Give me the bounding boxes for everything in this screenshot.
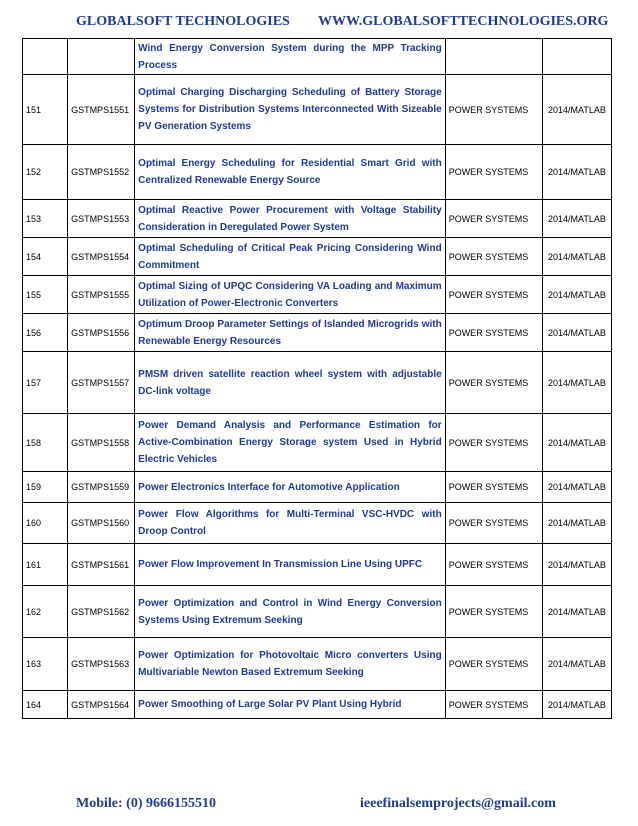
project-code: GSTMPS1560 [68, 503, 135, 544]
project-year: 2014/MATLAB [542, 238, 611, 276]
website-url: WWW.GLOBALSOFTTECHNOLOGIES.ORG [318, 14, 609, 29]
row-number [23, 39, 68, 75]
project-year: 2014/MATLAB [542, 472, 611, 503]
project-title: Power Demand Analysis and Performance Estimation for Active-Combination Energy Storage system Used in Hybrid Electric Vehicles [135, 414, 446, 472]
row-number: 158 [23, 414, 68, 472]
project-title: Power Flow Improvement In Transmission Line Using UPFC [135, 544, 446, 586]
project-code: GSTMPS1556 [68, 314, 135, 352]
project-code: GSTMPS1555 [68, 276, 135, 314]
table-row [23, 145, 612, 200]
table-row [23, 352, 612, 414]
row-number: 160 [23, 503, 68, 544]
project-code [68, 39, 135, 75]
project-title: Optimal Sizing of UPQC Considering VA Loading and Maximum Utilization of Power-Electronic Converters [135, 276, 446, 314]
project-title: Wind Energy Conversion System during the MPP Tracking Process [135, 39, 446, 75]
contact-email: ieeefinalsemprojects@gmail.com [360, 796, 556, 811]
project-code: GSTMPS1562 [68, 586, 135, 638]
project-year: 2014/MATLAB [542, 145, 611, 200]
project-title: Optimum Droop Parameter Settings of Islanded Microgrids with Renewable Energy Resources [135, 314, 446, 352]
project-code: GSTMPS1564 [68, 691, 135, 719]
row-number: 157 [23, 352, 68, 414]
project-domain: POWER SYSTEMS [445, 75, 542, 145]
project-year: 2014/MATLAB [542, 544, 611, 586]
project-domain: POWER SYSTEMS [445, 200, 542, 238]
table-row [23, 503, 612, 544]
table-row [23, 638, 612, 691]
row-number: 163 [23, 638, 68, 691]
mobile-number: Mobile: (0) 9666155510 [76, 796, 216, 811]
row-number: 154 [23, 238, 68, 276]
row-number: 159 [23, 472, 68, 503]
project-domain: POWER SYSTEMS [445, 145, 542, 200]
project-title: Optimal Reactive Power Procurement with Voltage Stability Consideration in Deregulated Power System [135, 200, 446, 238]
row-number: 161 [23, 544, 68, 586]
project-domain: POWER SYSTEMS [445, 238, 542, 276]
company-name: GLOBALSOFT TECHNOLOGIES [76, 14, 290, 29]
project-year: 2014/MATLAB [542, 503, 611, 544]
table-row [23, 39, 612, 75]
project-year: 2014/MATLAB [542, 276, 611, 314]
project-title: Power Optimization and Control in Wind Energy Conversion Systems Using Extremum Seeking [135, 586, 446, 638]
row-number: 156 [23, 314, 68, 352]
project-code: GSTMPS1554 [68, 238, 135, 276]
table-row [23, 276, 612, 314]
table-row [23, 314, 612, 352]
project-domain: POWER SYSTEMS [445, 472, 542, 503]
project-domain: POWER SYSTEMS [445, 352, 542, 414]
table-row [23, 544, 612, 586]
project-domain: POWER SYSTEMS [445, 503, 542, 544]
table-row [23, 238, 612, 276]
project-title: PMSM driven satellite reaction wheel system with adjustable DC-link voltage [135, 352, 446, 414]
row-number: 155 [23, 276, 68, 314]
project-domain: POWER SYSTEMS [445, 691, 542, 719]
project-title: Optimal Charging Discharging Scheduling of Battery Storage Systems for Distribution Systems Interconnected With Sizeable PV Generation Systems [135, 75, 446, 145]
project-code: GSTMPS1557 [68, 352, 135, 414]
project-year: 2014/MATLAB [542, 638, 611, 691]
project-domain: POWER SYSTEMS [445, 276, 542, 314]
project-domain: POWER SYSTEMS [445, 314, 542, 352]
row-number: 164 [23, 691, 68, 719]
table-row [23, 472, 612, 503]
table-row [23, 200, 612, 238]
project-year: 2014/MATLAB [542, 586, 611, 638]
project-year: 2014/MATLAB [542, 75, 611, 145]
project-domain: POWER SYSTEMS [445, 544, 542, 586]
project-domain: POWER SYSTEMS [445, 414, 542, 472]
row-number: 152 [23, 145, 68, 200]
row-number: 153 [23, 200, 68, 238]
project-domain [445, 39, 542, 75]
project-title: Power Flow Algorithms for Multi-Terminal VSC-HVDC with Droop Control [135, 503, 446, 544]
row-number: 162 [23, 586, 68, 638]
table-row [23, 75, 612, 145]
project-title: Optimal Scheduling of Critical Peak Pricing Considering Wind Commitment [135, 238, 446, 276]
table-row [23, 691, 612, 719]
project-code: GSTMPS1552 [68, 145, 135, 200]
row-number: 151 [23, 75, 68, 145]
project-code: GSTMPS1563 [68, 638, 135, 691]
project-year: 2014/MATLAB [542, 691, 611, 719]
project-title: Power Smoothing of Large Solar PV Plant Using Hybrid [135, 691, 446, 719]
project-title: Power Optimization for Photovoltaic Micro converters Using Multivariable Newton Based Extremum Seeking [135, 638, 446, 691]
table-row [23, 414, 612, 472]
project-domain: POWER SYSTEMS [445, 586, 542, 638]
project-title: Optimal Energy Scheduling for Residential Smart Grid with Centralized Renewable Energy Source [135, 145, 446, 200]
project-domain: POWER SYSTEMS [445, 638, 542, 691]
table-row [23, 586, 612, 638]
project-code: GSTMPS1553 [68, 200, 135, 238]
project-year: 2014/MATLAB [542, 414, 611, 472]
project-code: GSTMPS1558 [68, 414, 135, 472]
project-year: 2014/MATLAB [542, 352, 611, 414]
projects-table [22, 38, 612, 719]
project-year [542, 39, 611, 75]
project-year: 2014/MATLAB [542, 314, 611, 352]
project-year: 2014/MATLAB [542, 200, 611, 238]
project-title: Power Electronics Interface for Automotive Application [135, 472, 446, 503]
page-header [0, 14, 638, 34]
project-code: GSTMPS1559 [68, 472, 135, 503]
project-code: GSTMPS1551 [68, 75, 135, 145]
project-code: GSTMPS1561 [68, 544, 135, 586]
